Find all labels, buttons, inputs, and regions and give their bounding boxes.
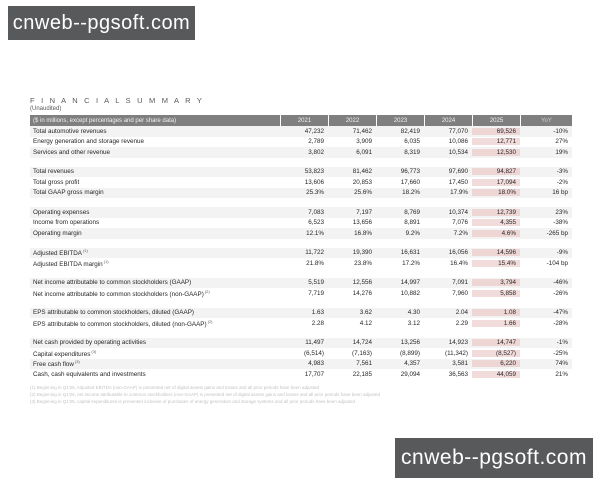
column-header-2021: 2021 bbox=[280, 115, 328, 126]
year-value-2024: 16.4% bbox=[450, 259, 468, 267]
row-label: Total gross profit bbox=[33, 178, 80, 186]
year-value-2023: 17.2% bbox=[402, 259, 420, 267]
column-header-2024: 2024 bbox=[424, 115, 472, 126]
year-value-2022: 12,556 bbox=[352, 279, 372, 287]
footnote-marker: (3) bbox=[74, 359, 80, 365]
year-value-2021: 1.63 bbox=[311, 309, 324, 317]
year-value-2021: 17,707 bbox=[304, 370, 324, 378]
table-row bbox=[30, 369, 572, 380]
year-value-2023: 4.30 bbox=[407, 309, 420, 317]
year-value-2023: 14,997 bbox=[400, 279, 420, 287]
year-value-2023: 8,891 bbox=[404, 219, 420, 227]
table-section bbox=[30, 167, 572, 199]
row-label: Services and other revenue bbox=[33, 148, 111, 156]
year-value-2025: 1.08 bbox=[472, 309, 520, 316]
year-value-2024: 2.29 bbox=[455, 319, 468, 327]
year-value-2022: 81,462 bbox=[352, 168, 372, 176]
year-value-2025: 14,596 bbox=[472, 249, 520, 256]
year-value-2023: 6,035 bbox=[404, 138, 420, 146]
table-row bbox=[30, 126, 572, 137]
row-label: Adjusted EBITDA$^{(1)}$ bbox=[33, 248, 88, 258]
footnote-2: (2) Beginning in Q1'25, net income attributable to common stockholders (non-GAAP) is presented net of digital assets gains and losses and all prior periods have been adjusted bbox=[30, 391, 381, 397]
table-row bbox=[30, 228, 572, 239]
year-value-2025: 3,794 bbox=[472, 279, 520, 286]
yoy-value: -10% bbox=[553, 127, 568, 135]
table-row bbox=[30, 137, 572, 148]
year-value-2021: 3,802 bbox=[308, 148, 324, 156]
year-value-2025: 5,858 bbox=[472, 290, 520, 297]
row-label: Total automotive revenues bbox=[33, 127, 107, 135]
row-label: Capital expenditures$^{(3)}$ bbox=[33, 348, 97, 358]
year-value-2023: 4,357 bbox=[404, 360, 420, 368]
footnote-1: (1) Beginning in Q1'25, Adjusted EBITDA (non-GAAP) is presented net of digital assets gains and losses and all prior periods have been adjusted bbox=[30, 384, 320, 390]
year-value-2025: 44,059 bbox=[472, 371, 520, 378]
year-value-2021: 12.1% bbox=[306, 229, 324, 237]
row-label: Net income attributable to common stockholders (non-GAAP)$^{(2)}$ bbox=[33, 288, 210, 298]
yoy-value: -28% bbox=[553, 319, 568, 327]
yoy-value: 21% bbox=[555, 370, 568, 378]
year-value-2022: 71,462 bbox=[352, 127, 372, 135]
row-label: Cash, cash equivalents and investments bbox=[33, 370, 146, 378]
yoy-value: -47% bbox=[553, 309, 568, 317]
year-value-2024: 7,091 bbox=[452, 279, 468, 287]
year-value-2024: 16,056 bbox=[448, 249, 468, 257]
table-row bbox=[30, 167, 572, 178]
yoy-value: -265 bp bbox=[546, 229, 568, 237]
table-row bbox=[30, 177, 572, 188]
yoy-value: -38% bbox=[553, 219, 568, 227]
row-label: Energy generation and storage revenue bbox=[33, 138, 144, 146]
year-value-2024: 7,960 bbox=[452, 289, 468, 297]
year-value-2021: 7,719 bbox=[308, 289, 324, 297]
year-value-2024: 10,374 bbox=[448, 208, 468, 216]
row-label: Adjusted EBITDA margin$^{(1)}$ bbox=[33, 258, 109, 268]
row-label: Net cash provided by operating activities bbox=[33, 339, 147, 347]
row-label: Net income attributable to common stockholders (GAAP) bbox=[33, 279, 192, 287]
table-row bbox=[30, 308, 572, 319]
table-row bbox=[30, 348, 572, 359]
year-value-2024: 10,534 bbox=[448, 148, 468, 156]
year-value-2023: 96,773 bbox=[400, 168, 420, 176]
year-value-2022: 25.6% bbox=[354, 189, 372, 197]
year-value-2024: (11,342) bbox=[445, 349, 468, 357]
table-section bbox=[30, 207, 572, 239]
year-value-2023: 8,769 bbox=[404, 208, 420, 216]
year-value-2025: 94,827 bbox=[472, 168, 520, 175]
year-value-2022: 20,853 bbox=[352, 178, 372, 186]
yoy-value: -2% bbox=[556, 178, 568, 186]
year-value-2024: 77,070 bbox=[448, 127, 468, 135]
year-value-2022: 6,091 bbox=[356, 148, 372, 156]
year-value-2021: 11,722 bbox=[305, 249, 324, 257]
yoy-value: 27% bbox=[555, 138, 568, 146]
year-value-2022: 4.12 bbox=[359, 319, 372, 327]
column-header-2023: 2023 bbox=[376, 115, 424, 126]
year-value-2025: 1.66 bbox=[472, 320, 520, 327]
yoy-value: -25% bbox=[553, 349, 568, 357]
table-row bbox=[30, 338, 572, 349]
year-value-2025: 4.6% bbox=[472, 230, 520, 237]
year-value-2023: 82,419 bbox=[400, 127, 420, 135]
year-value-2023: 10,882 bbox=[400, 289, 420, 297]
footnote-marker: (2) bbox=[204, 288, 210, 294]
table-row bbox=[30, 248, 572, 259]
table-section bbox=[30, 248, 572, 269]
row-label: EPS attributable to common stockholders, diluted (GAAP) bbox=[33, 309, 194, 317]
yoy-value: -9% bbox=[556, 249, 568, 257]
row-label: Income from operations bbox=[33, 219, 100, 227]
column-header-2022: 2022 bbox=[328, 115, 376, 126]
year-value-2024: 3,581 bbox=[452, 360, 468, 368]
financial-table-body bbox=[30, 126, 572, 380]
year-value-2022: 3,909 bbox=[356, 138, 372, 146]
yoy-value: 16 bp bbox=[552, 189, 568, 197]
year-value-2021: 4,983 bbox=[308, 360, 324, 368]
column-header-yoy: YoY bbox=[520, 115, 572, 126]
table-row bbox=[30, 207, 572, 218]
table-section bbox=[30, 126, 572, 158]
year-value-2021: 53,823 bbox=[304, 168, 324, 176]
year-value-2023: 3.12 bbox=[407, 319, 420, 327]
year-value-2023: 29,094 bbox=[400, 370, 420, 378]
year-value-2023: 18.2% bbox=[402, 189, 420, 197]
year-value-2024: 36,563 bbox=[448, 370, 468, 378]
year-value-2025: (8,527) bbox=[472, 350, 520, 357]
year-value-2021: 21.8% bbox=[306, 259, 324, 267]
year-value-2022: 3.62 bbox=[359, 309, 372, 317]
yoy-value: 23% bbox=[555, 208, 568, 216]
year-value-2023: 9.2% bbox=[405, 229, 420, 237]
footnote-3: (3) Beginning in Q1'25, capital expenditures is presented inclusive of purchases of energy generation and storage systems and all prior periods have been adjusted bbox=[30, 398, 356, 404]
year-value-2024: 14,923 bbox=[448, 339, 468, 347]
year-value-2021: 6,523 bbox=[308, 219, 324, 227]
year-value-2021: 5,519 bbox=[308, 279, 324, 287]
year-value-2025: 18.0% bbox=[472, 189, 520, 196]
year-value-2021: 7,083 bbox=[308, 208, 324, 216]
financial-summary-page bbox=[30, 96, 572, 405]
table-row bbox=[30, 288, 572, 299]
year-value-2024: 7,076 bbox=[452, 219, 468, 227]
watermark-text: cnweb--pgsoft.com bbox=[401, 446, 587, 469]
table-row bbox=[30, 218, 572, 229]
year-value-2021: 13,606 bbox=[304, 178, 324, 186]
year-value-2023: 13,256 bbox=[400, 339, 420, 347]
yoy-value: 74% bbox=[555, 360, 568, 368]
watermark-bottom-right bbox=[395, 438, 593, 478]
footnote-marker: (3) bbox=[91, 348, 97, 354]
column-header-2025: 2025 bbox=[472, 115, 520, 126]
watermark-text: cnweb--pgsoft.com bbox=[12, 11, 191, 34]
year-value-2025: 15.4% bbox=[472, 260, 520, 267]
table-row bbox=[30, 359, 572, 370]
page-subtitle: (Unaudited) bbox=[30, 106, 62, 112]
row-label: Operating margin bbox=[33, 229, 82, 237]
year-value-2022: 13,656 bbox=[352, 219, 372, 227]
yoy-value: 19% bbox=[555, 148, 568, 156]
year-value-2024: 17,450 bbox=[448, 178, 468, 186]
year-value-2025: 69,526 bbox=[472, 128, 520, 135]
year-value-2021: (6,514) bbox=[304, 349, 324, 357]
year-value-2025: 17,094 bbox=[472, 179, 520, 186]
table-row bbox=[30, 147, 572, 158]
year-value-2022: 23.8% bbox=[354, 259, 372, 267]
year-value-2022: 14,724 bbox=[352, 339, 372, 347]
year-value-2023: (8,899) bbox=[400, 349, 420, 357]
year-value-2021: 25.3% bbox=[306, 189, 324, 197]
year-value-2021: 2.28 bbox=[311, 319, 324, 327]
table-row bbox=[30, 278, 572, 289]
table-section bbox=[30, 278, 572, 299]
financial-table bbox=[30, 115, 572, 380]
year-value-2024: 97,690 bbox=[448, 168, 468, 176]
row-label: Total GAAP gross margin bbox=[33, 189, 104, 197]
year-value-2024: 2.04 bbox=[455, 309, 468, 317]
table-header-label: ($ in millions, except percentages and per share data) bbox=[33, 117, 177, 124]
year-value-2022: 14,276 bbox=[352, 289, 372, 297]
table-row bbox=[30, 318, 572, 329]
table-header-row bbox=[30, 115, 572, 126]
year-value-2022: 16.8% bbox=[354, 229, 372, 237]
year-value-2023: 16,631 bbox=[400, 249, 420, 257]
year-value-2024: 7.2% bbox=[453, 229, 468, 237]
year-value-2021: 11,497 bbox=[305, 339, 324, 347]
footnote-marker: (2) bbox=[207, 318, 213, 324]
year-value-2022: 7,197 bbox=[356, 208, 372, 216]
table-row bbox=[30, 188, 572, 199]
yoy-value: -46% bbox=[553, 279, 568, 287]
year-value-2025: 12,530 bbox=[472, 149, 520, 156]
yoy-value: -3% bbox=[556, 168, 568, 176]
year-value-2025: 14,747 bbox=[472, 339, 520, 346]
year-value-2023: 8,319 bbox=[404, 148, 420, 156]
row-label: Total revenues bbox=[33, 168, 74, 176]
year-value-2022: (7,163) bbox=[352, 349, 372, 357]
watermark-top-left bbox=[8, 6, 195, 40]
year-value-2024: 10,086 bbox=[448, 138, 468, 146]
year-value-2023: 17,660 bbox=[400, 178, 420, 186]
year-value-2022: 7,561 bbox=[356, 360, 372, 368]
row-label: EPS attributable to common stockholders, diluted (non-GAAP)$^{(2)}$ bbox=[33, 318, 213, 328]
year-value-2022: 19,390 bbox=[352, 249, 372, 257]
table-row bbox=[30, 258, 572, 269]
yoy-value: -104 bp bbox=[546, 259, 568, 267]
row-label: Operating expenses bbox=[33, 208, 90, 216]
yoy-value: -26% bbox=[553, 289, 568, 297]
year-value-2025: 12,771 bbox=[472, 138, 520, 145]
footnote-marker: (1) bbox=[83, 248, 88, 254]
year-value-2021: 47,232 bbox=[304, 127, 324, 135]
row-label: Free cash flow$^{(3)}$ bbox=[33, 359, 80, 369]
year-value-2022: 22,185 bbox=[352, 370, 372, 378]
year-value-2025: 4,355 bbox=[472, 219, 520, 226]
table-section bbox=[30, 308, 572, 329]
footnote-marker: (1) bbox=[103, 258, 109, 264]
year-value-2021: 2,789 bbox=[308, 138, 324, 146]
year-value-2025: 12,739 bbox=[472, 209, 520, 216]
year-value-2024: 17.9% bbox=[450, 189, 468, 197]
footnotes bbox=[30, 384, 572, 405]
page-title: F I N A N C I A L S U M M A R Y bbox=[30, 96, 205, 105]
year-value-2025: 6,220 bbox=[472, 360, 520, 367]
yoy-value: -1% bbox=[556, 339, 568, 347]
table-section bbox=[30, 338, 572, 380]
